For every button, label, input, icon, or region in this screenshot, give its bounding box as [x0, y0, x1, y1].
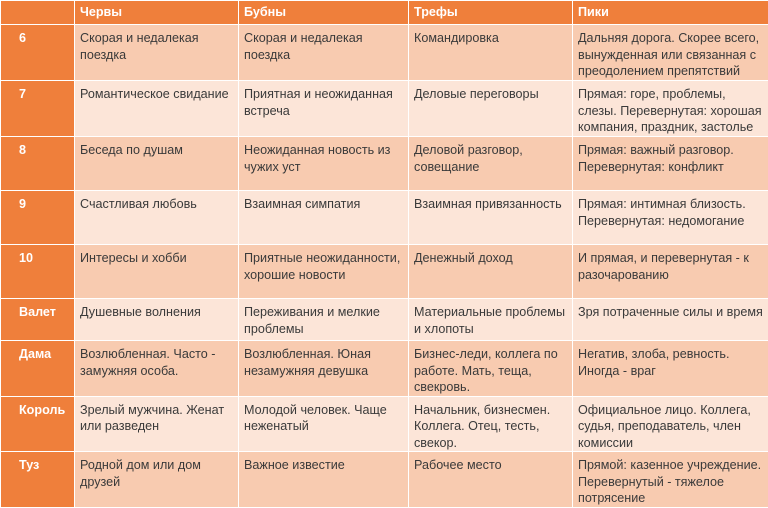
table-cell: Прямой: казенное учреждение. Перевернутый - тяжелое потрясение [573, 452, 768, 508]
table-cell: Бизнес-леди, коллега по работе. Мать, теща, свекровь. [409, 341, 573, 397]
table-cell: Деловой разговор, совещание [409, 137, 573, 191]
header-row [1, 1, 768, 25]
table-row [1, 396, 768, 452]
table-cell: Зрелый мужчина. Женат или разведен [75, 396, 239, 452]
rank-cell: 8 [1, 137, 75, 191]
table-cell: Негатив, злоба, ревность. Иногда - враг [573, 341, 768, 397]
table-cell: Приятная и неожиданная встреча [239, 81, 409, 137]
table-cell: Командировка [409, 25, 573, 81]
rank-cell: Валет [1, 299, 75, 341]
rank-cell: Туз [1, 452, 75, 508]
rank-cell: 7 [1, 81, 75, 137]
table-cell: Возлюбленная. Часто - замужняя особа. [75, 341, 239, 397]
table-cell: Родной дом или дом друзей [75, 452, 239, 508]
table-row [1, 25, 768, 81]
rank-cell: Король [1, 396, 75, 452]
table-cell: Зря потраченные силы и время [573, 299, 768, 341]
table-cell: Беседа по душам [75, 137, 239, 191]
header-corner [1, 1, 75, 25]
table-cell: Взаимная симпатия [239, 191, 409, 245]
table-row [1, 452, 768, 508]
table-cell: И прямая, и перевернутая - к разочарованию [573, 245, 768, 299]
table-cell: Переживания и мелкие проблемы [239, 299, 409, 341]
table-cell: Материальные проблемы и хлопоты [409, 299, 573, 341]
table-cell: Прямая: горе, проблемы, слезы. Перевернутая: хорошая компания, праздник, застолье [573, 81, 768, 137]
table-row [1, 191, 768, 245]
table-cell: Счастливая любовь [75, 191, 239, 245]
rank-cell: 10 [1, 245, 75, 299]
header-hearts: Червы [75, 1, 239, 25]
header-clubs: Трефы [409, 1, 573, 25]
table-row [1, 341, 768, 397]
table-cell: Прямая: интимная близость. Перевернутая: недомогание [573, 191, 768, 245]
table-cell: Дальняя дорога. Скорее всего, вынужденная или связанная с преодолением препятствий [573, 25, 768, 81]
header-diamonds: Бубны [239, 1, 409, 25]
table-row [1, 245, 768, 299]
table-cell: Начальник, бизнесмен. Коллега. Отец, тесть, свекор. [409, 396, 573, 452]
table-row [1, 81, 768, 137]
table-cell: Важное известие [239, 452, 409, 508]
rank-cell: 6 [1, 25, 75, 81]
table-cell: Рабочее место [409, 452, 573, 508]
header-spades: Пики [573, 1, 768, 25]
table-cell: Деловые переговоры [409, 81, 573, 137]
table-cell: Душевные волнения [75, 299, 239, 341]
table-cell: Молодой человек. Чаще неженатый [239, 396, 409, 452]
table-cell: Денежный доход [409, 245, 573, 299]
table-cell: Романтическое свидание [75, 81, 239, 137]
table-row [1, 137, 768, 191]
rank-cell: 9 [1, 191, 75, 245]
table-cell: Официальное лицо. Коллега, судья, преподаватель, член комиссии [573, 396, 768, 452]
table-cell: Неожиданная новость из чужих уст [239, 137, 409, 191]
table-cell: Скорая и недалекая поездка [75, 25, 239, 81]
table-cell: Приятные неожиданности, хорошие новости [239, 245, 409, 299]
table-cell: Скорая и недалекая поездка [239, 25, 409, 81]
table-row [1, 299, 768, 341]
table-cell: Прямая: важный разговор. Перевернутая: конфликт [573, 137, 768, 191]
rank-cell: Дама [1, 341, 75, 397]
table-cell: Взаимная привязанность [409, 191, 573, 245]
table-cell: Возлюбленная. Юная незамужняя девушка [239, 341, 409, 397]
table-cell: Интересы и хобби [75, 245, 239, 299]
